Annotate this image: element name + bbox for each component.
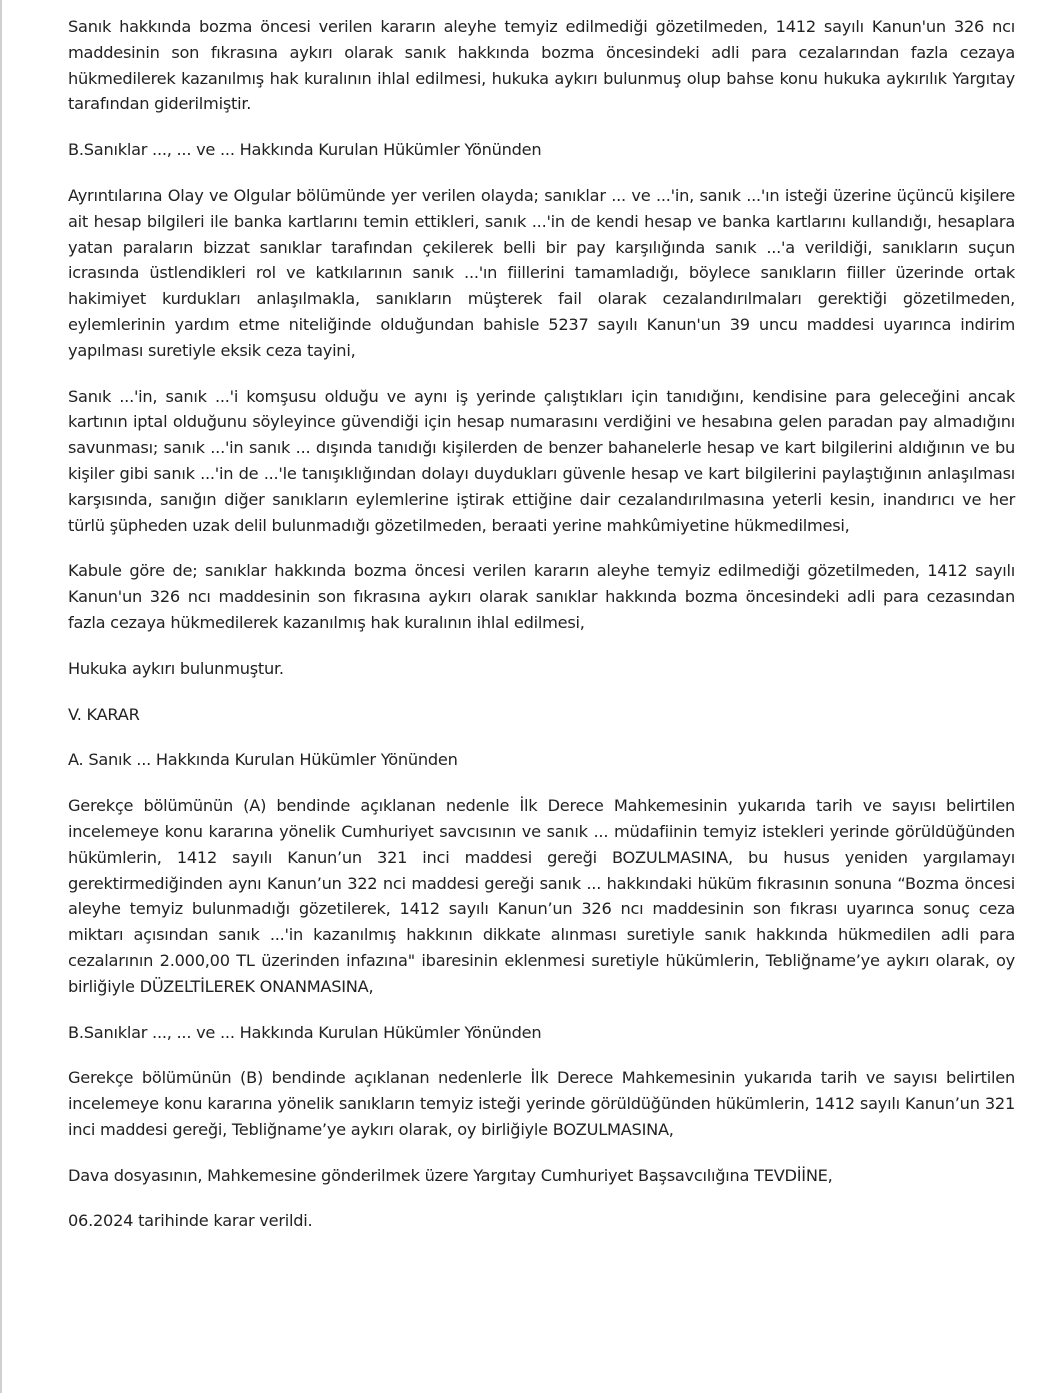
paragraph-tevdiine: Dava dosyasının, Mahkemesine gönderilmek üzere Yargıtay Cumhuriyet Başsavcılığına TEVDİİNE, (68, 1165, 833, 1185)
paragraph-kabule-gore: Kabule göre de; sanıklar hakkında bozma öncesi verilen kararın aleyhe temyiz edilmediği gözetilmeden, 1412 sayılı Kanun'un 326 ncı maddesinin son fıkrasına aykırı olarak sanıklar hakkında bozma öncesindeki adli para cezasından fazla cezaya hükmedilerek kazanılmış hak kuralının ihlal edilmesi, (68, 561, 1015, 632)
statement-hukuka-aykiri: Hukuka aykırı bulunmuştur. (68, 658, 284, 678)
section-heading-b-saniklar: B.Sanıklar ..., ... ve ... Hakkında Kurulan Hükümler Yönünden (68, 140, 542, 160)
paragraph-musterek-fail: Ayrıntılarına Olay ve Olgular bölümünde yer verilen olayda; sanıklar ... ve ...'in, sanık ...'ın isteği üzerine üçüncü kişilere ait hesap bilgileri ile banka kartlarını temin ettikleri, sanık ...'in de kendi hesap ve banka kartlarını kullandığı, hesaplara yatan paraların bizzat sanıklar tarafından çekilerek belli bir pay karşılığında sanık ...'a verildiği, sanıkların suçun icrasında üstlendikleri rol ve katkılarının sanık ...'ın fiillerini tamamladığı, böylece sanıkların fiiller üzerinde ortak hakimiyet kurdukları anlaşılmakla, sanıkların müşterek fail olarak cezalandırılmaları gerektiği gözetilmeden, eylemlerinin yardım etme niteliğinde olduğundan bahisle 5237 sayılı Kanun'un 39 uncu maddesi uyarınca indirim yapılması suretiyle eksik ceza tayini, (68, 185, 1015, 360)
section-heading-a-sanik: A. Sanık ... Hakkında Kurulan Hükümler Yönünden (68, 750, 458, 770)
paragraph-kazanilmis-hak-ihlali: Sanık hakkında bozma öncesi verilen kararın aleyhe temyiz edilmediği gözetilmeden, 1412 sayılı Kanun'un 326 ncı maddesinin son fıkrasına aykırı olarak sanık hakkında bozma öncesindeki adli para cezalarından fazla cezaya hükmedilerek kazanılmış hak kuralının ihlal edilmesi, hukuka aykırı bulunmuş olup bahse konu hukuka aykırılık Yargıtay tarafından giderilmiştir. (68, 17, 1015, 114)
document-body (68, 14, 1015, 1254)
section-heading-karar: V. KARAR (68, 704, 140, 724)
decision-date: 06.2024 tarihinde karar verildi. (68, 1211, 313, 1231)
section-heading-b-saniklar-karar: B.Sanıklar ..., ... ve ... Hakkında Kurulan Hükümler Yönünden (68, 1022, 542, 1042)
paragraph-sanik-savunmasi: Sanık ...'in, sanık ...'i komşusu olduğu ve aynı iş yerinde çalıştıkları için tanıdığını, kendisine para geleceğini ancak kartının iptal olduğunu söyleyince güvendiği için hesap numarasını verdiğini ve hesabına gelen paradan pay almadığını savunması; sanık ...'in sanık ... dışında tanıdığı kişilerden de benzer bahanelerle hesap ve kart bilgilerini aldığının ve bu kişiler gibi sanık ...'in de ...'le tanışıklığından dolayı duydukları güvenle hesap ve kart bilgilerini paylaştığının anlaşılması karşısında, sanığın diğer sanıkların eylemlerine iştirak ettiğine dair cezalandırılmasına yeterli kesin, inandırıcı ve her türlü şüpheden uzak delil bulunmadığı gözetilmeden, beraati yerine mahkûmiyetine hükmedilmesi, (68, 386, 1015, 535)
paragraph-karar-b: Gerekçe bölümünün (B) bendinde açıklanan nedenlerle İlk Derece Mahkemesinin yukarıda tarih ve sayısı belirtilen incelemeye konu kararına yönelik sanıkların temyiz isteği yerinde görüldüğünden hükümlerin, 1412 sayılı Kanun’un 321 inci maddesi gereği, Tebliğname’ye aykırı olarak, oy birliğiyle BOZULMASINA, (68, 1068, 1015, 1139)
paragraph-karar-a: Gerekçe bölümünün (A) bendinde açıklanan nedenle İlk Derece Mahkemesinin yukarıda tarih ve sayısı belirtilen incelemeye konu kararına yönelik Cumhuriyet savcısının ve sanık ... müdafiinin temyiz istekleri yerinde görüldüğünden hükümlerin, 1412 sayılı Kanun’un 321 inci maddesi gereği BOZULMASINA, bu husus yeniden yargılamayı gerektirmediğinden aynı Kanun’un 322 nci maddesi gereği sanık ... hakkındaki hüküm fıkrasının sonuna “Bozma öncesi aleyhe temyiz bulunmadığı gözetilerek, 1412 sayılı Kanun’un 326 ncı maddesinin son fıkrası uyarınca sonuç ceza miktarı açısından sanık ...'in kazanılmış hakkının dikkate alınması suretiyle sanık hakkında hükmedilen adli para cezalarının 2.000,00 TL üzerinden infazına" ibaresinin eklenmesi suretiyle hükümlerin, Tebliğname’ye aykırı olarak, oy birliğiyle DÜZELTİLEREK ONANMASINA, (68, 796, 1015, 996)
